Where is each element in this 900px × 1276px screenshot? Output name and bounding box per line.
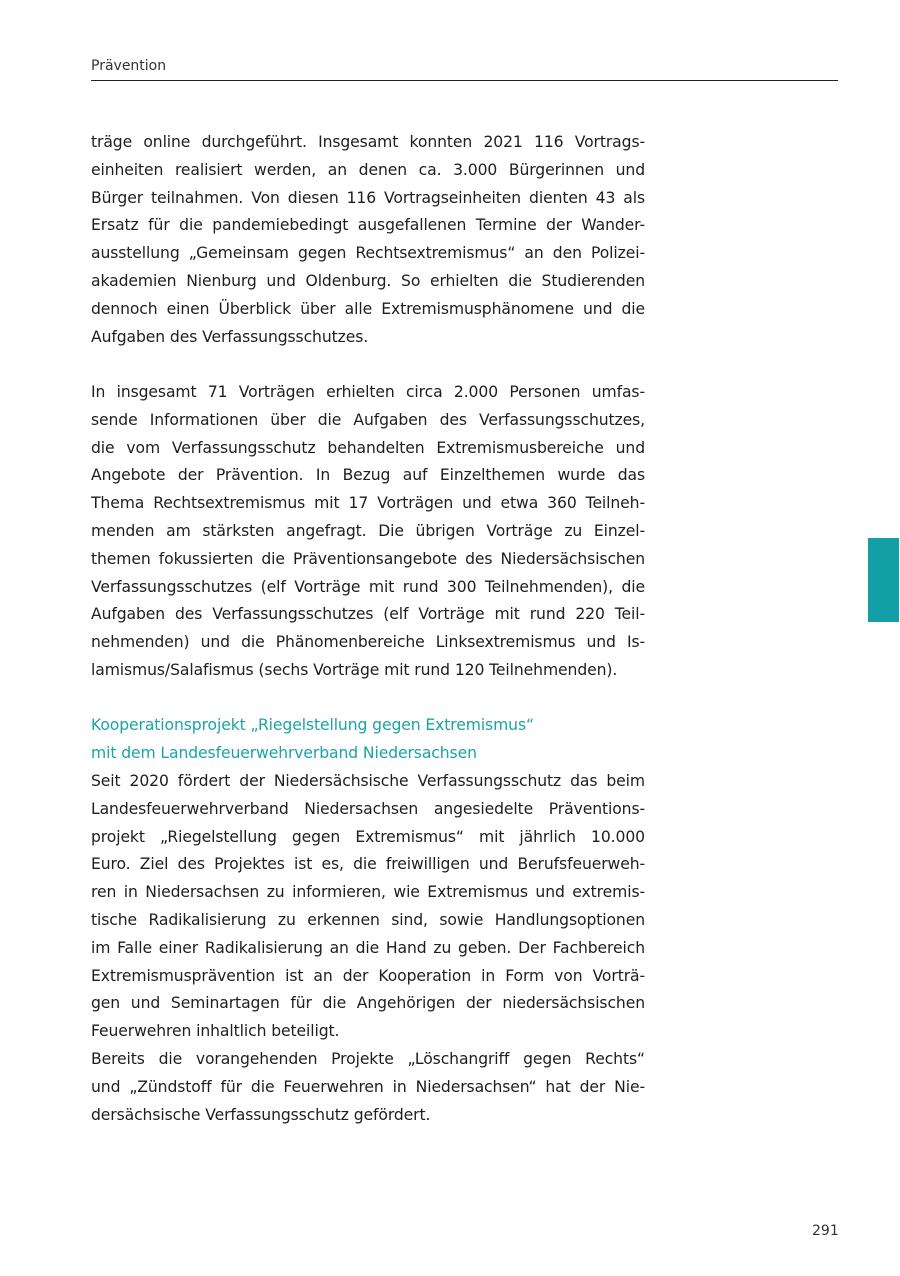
text-line: Thema Rechtsextremismus mit 17 Vorträgen und etwa 360 Teilneh- (91, 494, 645, 513)
text-line: träge online durchgeführt. Insgesamt konnten 2021 116 Vortrags- (91, 133, 645, 151)
text-line: und „Zündstoff für die Feuerwehren in Niedersachsen“ hat der Nie- (91, 1077, 645, 1096)
paragraph (91, 129, 645, 351)
text-line: Aufgaben des Verfassungsschutzes (elf Vorträge mit rund 220 Teil- (91, 605, 645, 624)
heading-line: mit dem Landesfeuerwehrverband Niedersachsen (91, 743, 477, 762)
text-line: akademien Nienburg und Oldenburg. So erhielten die Studierenden (91, 271, 645, 290)
text-line: Seit 2020 fördert der Niedersächsische Verfassungsschutz das beim (91, 772, 645, 790)
text-line: Feuerwehren inhaltlich beteiligt. (91, 1022, 340, 1041)
page-number: 291 (812, 1223, 839, 1239)
text-line: dennoch einen Überblick über alle Extremismusphänomene und die (91, 299, 645, 318)
section-heading (91, 712, 645, 768)
text-line: gen und Seminartagen für die Angehörigen der niedersächsischen (91, 994, 645, 1013)
text-line: sende Informationen über die Aufgaben des Verfassungsschutzes, (91, 410, 645, 429)
text-line: menden am stärksten angefragt. Die übrigen Vorträge zu Einzel- (91, 521, 645, 540)
text-line: ren in Niedersachsen zu informieren, wie Extremismus und extremis- (91, 883, 645, 902)
text-line: dersächsische Verfassungsschutz gefördert. (91, 1105, 431, 1124)
text-line: In insgesamt 71 Vorträgen erhielten circa 2.000 Personen umfas- (91, 383, 645, 401)
text-line: Bereits die vorangehenden Projekte „Löschangriff gegen Rechts“ (91, 1050, 645, 1068)
text-line: Euro. Ziel des Projektes ist es, die freiwilligen und Berufsfeuerweh- (91, 855, 645, 874)
running-header: Prävention (91, 58, 167, 74)
paragraph (91, 1046, 645, 1129)
paragraph (91, 768, 645, 1046)
text-line: einheiten realisiert werden, an denen ca. 3.000 Bürgerinnen und (91, 160, 645, 179)
text-line: Angebote der Prävention. In Bezug auf Einzelthemen wurde das (91, 466, 645, 485)
header-rule (91, 80, 838, 81)
text-line: Extremismusprävention ist an der Kooperation in Form von Vorträ- (91, 966, 645, 985)
text-line: Landesfeuerwehrverband Niedersachsen angesiedelte Präventions- (91, 799, 645, 818)
text-line: nehmenden) und die Phänomenbereiche Linksextremismus und Is- (91, 633, 645, 652)
chapter-tab-marker (868, 538, 899, 622)
text-line: im Falle einer Radikalisierung an die Hand zu geben. Der Fachbereich (91, 938, 645, 957)
text-line: Bürger teilnahmen. Von diesen 116 Vortragseinheiten dienten 43 als (91, 188, 645, 207)
text-line: projekt „Riegelstellung gegen Extremismus“ mit jährlich 10.000 (91, 827, 645, 846)
text-line: Aufgaben des Verfassungsschutzes. (91, 327, 369, 346)
text-line: lamismus/Salafismus (sechs Vorträge mit rund 120 Teilnehmenden). (91, 660, 618, 679)
paragraph (91, 379, 645, 685)
heading-line: Kooperationsprojekt „Riegelstellung gegen Extremismus“ (91, 716, 534, 734)
text-line: tische Radikalisierung zu erkennen sind, sowie Handlungsoptionen (91, 910, 645, 929)
text-line: Ersatz für die pandemiebedingt ausgefallenen Termine der Wander- (91, 216, 645, 235)
text-line: themen fokussierten die Präventionsangebote des Niedersächsischen (91, 549, 645, 568)
text-line: Verfassungsschutzes (elf Vorträge mit rund 300 Teilnehmenden), die (91, 577, 645, 596)
text-line: die vom Verfassungsschutz behandelten Extremismusbereiche und (91, 438, 645, 457)
text-line: ausstellung „Gemeinsam gegen Rechtsextremismus“ an den Polizei- (91, 244, 645, 263)
